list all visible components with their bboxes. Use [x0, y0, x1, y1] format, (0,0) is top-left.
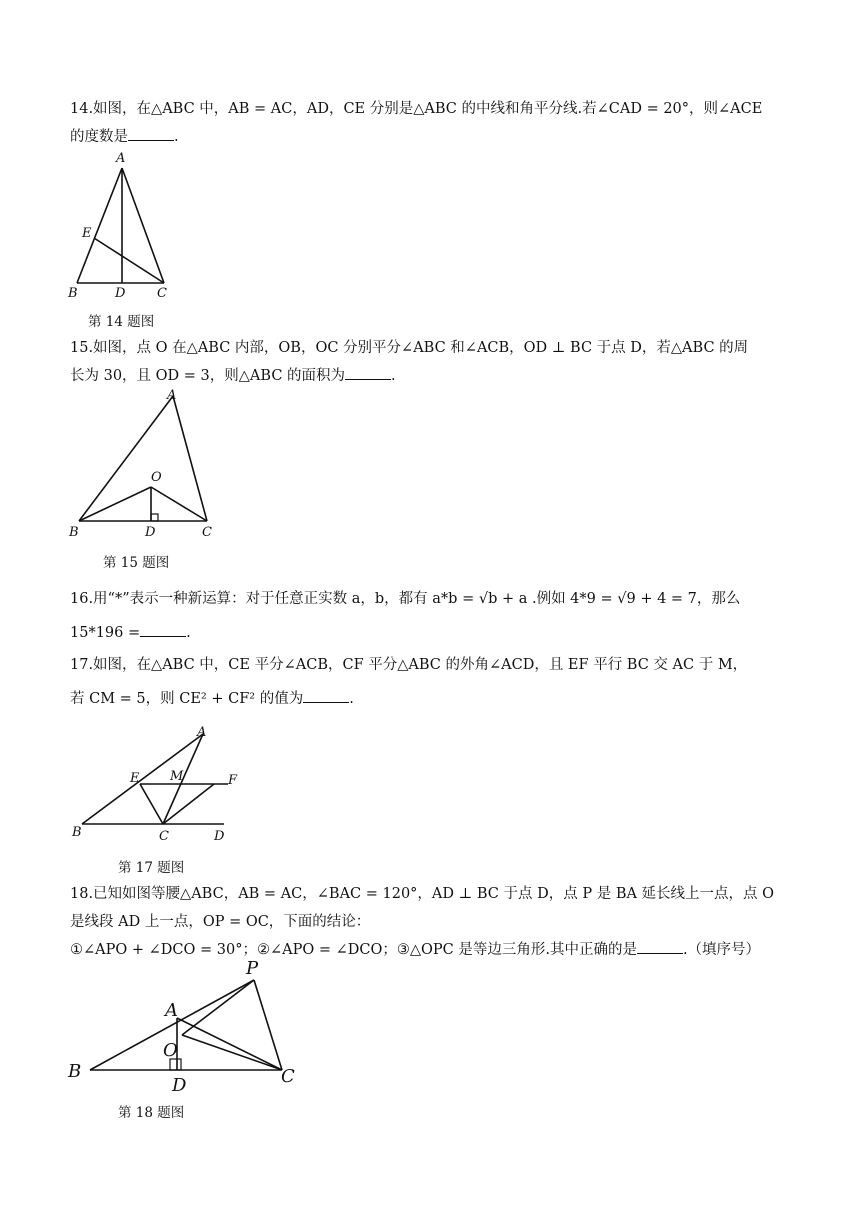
label-B: B	[69, 525, 79, 540]
label-C: C	[202, 525, 212, 540]
label-A: A	[167, 388, 177, 403]
answer-blank	[128, 126, 174, 141]
segment-cf	[163, 784, 214, 824]
question-18-line3: ①∠APO + ∠DCO = 30°；②∠APO = ∠DCO；③△OPC 是等边三角形.其中正确的是 .（填序号）	[70, 936, 800, 964]
bisector-ce	[94, 238, 164, 283]
label-A: A	[116, 151, 126, 166]
label-D: D	[214, 829, 225, 844]
label-E: E	[82, 226, 92, 241]
question-14-line2: 的度数是 .	[70, 123, 800, 151]
figure-18	[62, 955, 312, 1095]
answer-blank	[303, 688, 349, 703]
label-A: A	[197, 725, 207, 740]
figure-17	[68, 722, 248, 847]
label-D: D	[145, 525, 156, 540]
side-ac	[122, 168, 164, 283]
side-ab	[79, 396, 173, 521]
question-17	[70, 648, 800, 716]
question-14-line1: 14.如图，在△ABC 中，AB = AC，AD，CE 分别是△ABC 的中线和角平分线.若∠CAD = 20°，则∠ACE	[70, 101, 763, 117]
question-18	[70, 880, 800, 964]
label-A: A	[165, 1000, 178, 1021]
caption-14: 第 14 题图	[88, 314, 155, 330]
label-B: B	[72, 825, 82, 840]
side-ab	[82, 734, 203, 824]
question-14	[70, 95, 800, 151]
label-B: B	[68, 1061, 82, 1082]
segment-ob	[79, 487, 151, 521]
caption-15: 第 15 题图	[103, 555, 170, 571]
segment-ce	[140, 784, 163, 824]
question-18-line2: 是线段 AD 上一点，OP = OC，下面的结论：	[70, 914, 371, 930]
segment-pc	[254, 980, 282, 1070]
label-E: E	[130, 771, 140, 786]
segment-oc	[182, 1035, 282, 1070]
label-B: B	[68, 286, 78, 301]
question-15-line1: 15.如图，点 O 在△ABC 内部，OB，OC 分别平分∠ABC 和∠ACB，OD ⊥ BC 于点 D，若△ABC 的周	[70, 340, 749, 356]
label-F: F	[228, 773, 238, 788]
side-ac	[173, 396, 207, 521]
label-C: C	[157, 286, 167, 301]
label-C: C	[281, 1066, 295, 1087]
label-P: P	[246, 958, 259, 979]
segment-op	[182, 980, 254, 1035]
label-O: O	[151, 470, 162, 485]
answer-blank	[345, 365, 391, 380]
label-D: D	[172, 1075, 187, 1096]
figure-14	[60, 148, 190, 303]
right-angle-mark	[151, 514, 158, 521]
label-O: O	[163, 1040, 178, 1061]
question-16-line1: 16.用“*”表示一种新运算：对于任意正实数 a，b，都有 a*b = √b + a .例如 4*9 = √9 + 4 = 7，那么	[70, 591, 741, 607]
question-15-line2: 长为 30，且 OD = 3，则△ABC 的面积为 .	[70, 362, 800, 390]
answer-blank	[637, 939, 683, 954]
question-15	[70, 334, 800, 390]
caption-18: 第 18 题图	[118, 1105, 185, 1121]
label-C: C	[159, 829, 169, 844]
question-16-line2: 15*196 = .	[70, 616, 800, 650]
label-D: D	[115, 286, 126, 301]
question-18-line1: 18.已知如图等腰△ABC，AB = AC，∠BAC = 120°，AD ⊥ BC 于点 D，点 P 是 BA 延长线上一点，点 O	[70, 886, 775, 902]
caption-17: 第 17 题图	[118, 860, 185, 876]
question-16	[70, 582, 800, 650]
label-M: M	[170, 769, 184, 784]
question-17-line2: 若 CM = 5，则 CE² + CF² 的值为 .	[70, 682, 800, 716]
question-17-line1: 17.如图，在△ABC 中，CE 平分∠ACB，CF 平分△ABC 的外角∠ACD，且 EF 平行 BC 交 AC 于 M，	[70, 657, 748, 673]
figure-15	[65, 388, 225, 543]
answer-blank	[140, 622, 186, 637]
